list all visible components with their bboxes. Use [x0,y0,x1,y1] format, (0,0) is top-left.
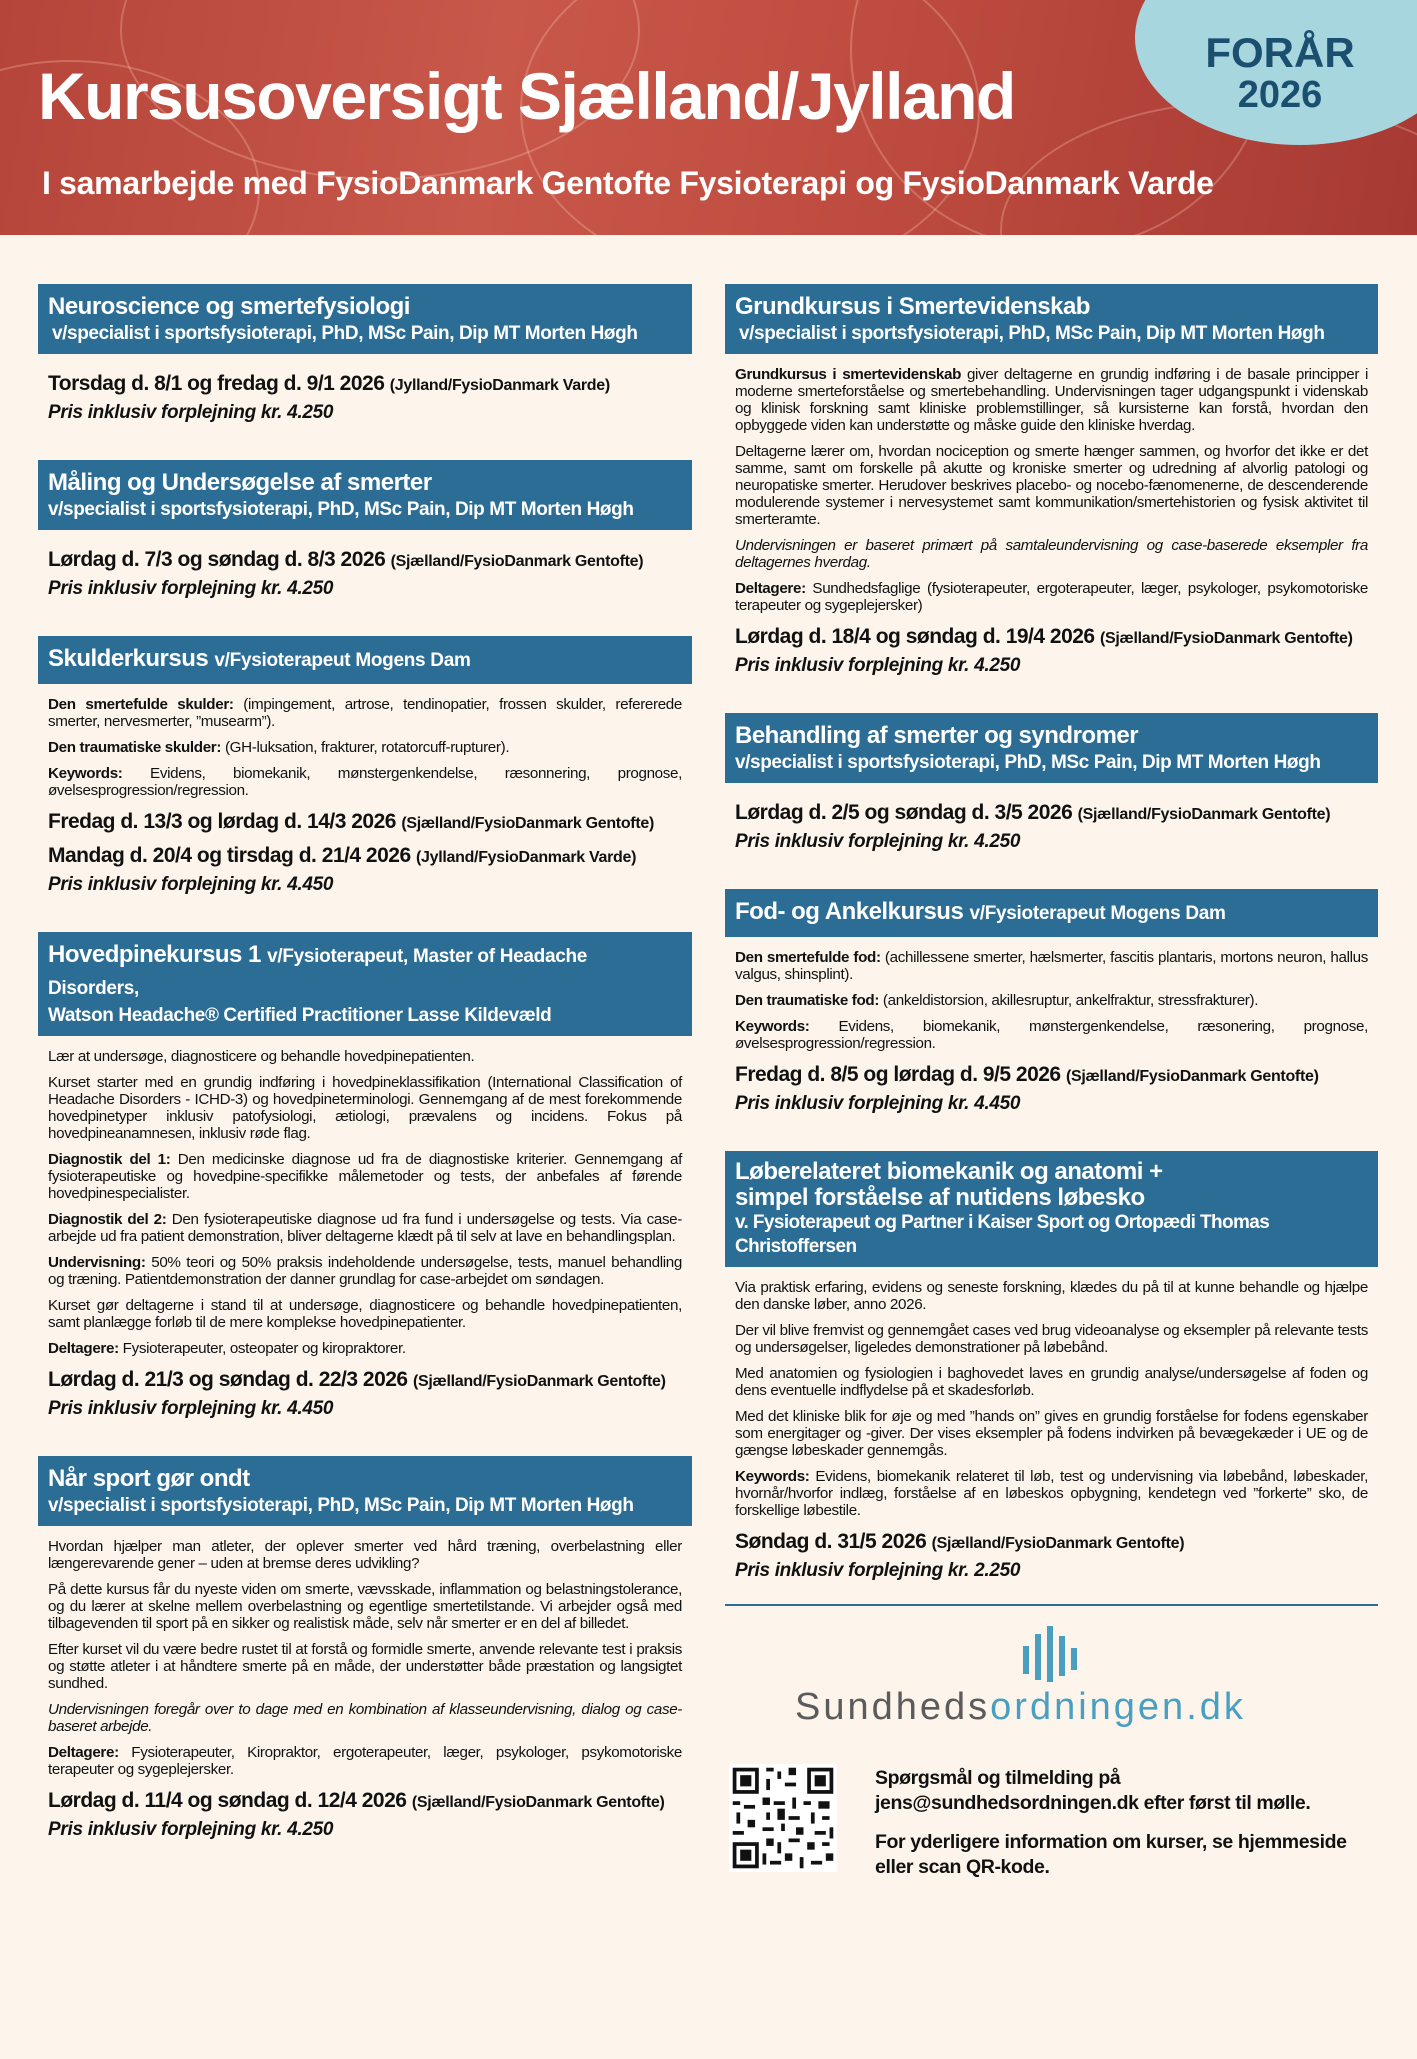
paragraph-label: Undervisning: [48,1254,146,1271]
course-paragraph [735,366,1368,434]
course-body [725,783,1378,855]
course-price: Pris inklusiv forplejning kr. 4.250 [735,831,1021,852]
course-title: Løberelateret biomekanik og anatomi + [735,1158,1163,1185]
course-paragraph [735,1365,1368,1399]
course-paragraph [48,1538,682,1572]
paragraph-text: giver deltagerne en grundig indføring i de basale principper i moderne smerteforståelse og smertebehandling. Undervisningen tager udgangspunkt i videnskab og klinisk forskning samt kliniske problemstillinger, så kursisterne kan forstå, hvordan den opbyggede viden kan understøtte og måske guide den kliniske hverdag. [735,366,1368,434]
paragraph-label: Deltagere: [48,1744,119,1761]
logo-part1: Sundheds [795,1686,991,1728]
contact-text [875,1766,1375,1894]
course-title [735,897,1368,929]
qr-code[interactable] [729,1764,837,1872]
course-paragraph [735,1279,1368,1313]
paragraph-label: Keywords: [48,765,123,782]
course-paragraph [48,1048,682,1065]
paragraph-label: Grundkursus i smertevidenskab [735,366,962,383]
course-date [735,799,1368,829]
course-date [48,1787,682,1817]
date-text: Lørdag d. 18/4 og søndag d. 19/4 2026 [735,625,1095,648]
paragraph-text: Via praktisk erfaring, evidens og seneste forskning, klædes du på til at kunne behandle og hjælpe den danske løber, anno 2026. [735,1279,1368,1313]
course-behandling [725,713,1378,855]
course-header [725,713,1378,783]
paragraph-text: (impingement, artrose, tendinopatier, frossen skulder, refererede smerter, nervesmerter, ”musearm”). [48,696,682,730]
course-paragraph [48,1074,682,1142]
course-paragraph [735,443,1368,528]
course-price: Pris inklusiv forplejning kr. 4.450 [48,874,334,895]
paragraph-label: Den traumatiske fod: [735,992,880,1009]
course-body [38,684,692,898]
paragraph-text: (ankeldistorsion, akillesruptur, ankelfraktur, stressfrakturer). [879,992,1259,1009]
course-instructor: v. Fysioterapeut og Partner i Kaiser Sport og Ortopædi Thomas Christoffersen [735,1212,1270,1257]
course-date [48,546,682,576]
course-title-line2: simpel forståelse af nutidens løbesko [735,1184,1145,1211]
paragraph-label: Den traumatiske skulder: [48,739,222,756]
date-text: Fredag d. 8/5 og lørdag d. 9/5 2026 [735,1063,1061,1086]
course-paragraph [48,1151,682,1202]
course-instructor: v/specialist i sportsfysioterapi, PhD, MSc Pain, Dip MT Morten Høgh [48,499,634,520]
course-header [725,889,1378,937]
logo-part2: ordningen.dk [990,1686,1246,1728]
course-title-text: Hovedpinekursus 1 [48,941,261,968]
date-location: (Sjælland/FysioDanmark Gentofte) [412,1373,666,1390]
course-paragraph [48,765,682,799]
date-location: (Sjælland/FysioDanmark Gentofte) [411,1794,665,1811]
date-location: (Sjælland/FysioDanmark Gentofte) [1065,1068,1319,1085]
course-body [725,354,1378,679]
paragraph-text: Med anatomien og fysiologien i baghovedet laves en grundig analyse/undersøgelse af foden og dens eventuelle indflydelse på et skadesforløb. [735,1365,1368,1399]
paragraph-text: Efter kurset vil du være bedre rustet til at forstå og formidle smerte, anvende relevante test i praksis og støtte atleter i at håndtere smerte på en måde, der understøtter både præstation og langsigtet sundhed. [48,1641,682,1692]
badge-year: 2026 [1237,74,1323,116]
paragraph-text: Fysioterapeuter, osteopater og kiropraktorer. [118,1340,406,1357]
date-text: Søndag d. 31/5 2026 [735,1530,927,1553]
course-paragraph [735,1322,1368,1356]
paragraph-text: Fysioterapeuter, Kiropraktor, ergoterapeuter, læger, psykologer, psykomotoriske terapeuter og sygeplejersker. [48,1744,682,1778]
course-grundkursus [725,284,1378,679]
course-title: Grundkursus i Smertevidenskab [735,293,1090,320]
course-body [38,1526,692,1843]
course-date [48,808,682,838]
course-title: Når sport gør ondt [48,1465,250,1492]
paragraph-label: Diagnostik del 2: [48,1211,167,1228]
page-subtitle: I samarbejde med FysioDanmark Gentofte Fysioterapi og FysioDanmark Varde [42,165,1214,201]
course-skulder [38,636,692,898]
date-text: Lørdag d. 7/3 og søndag d. 8/3 2026 [48,548,386,571]
paragraph-label: Den smertefulde fod: [735,949,881,966]
course-price: Pris inklusiv forplejning kr. 4.250 [48,578,334,599]
course-body [38,1036,692,1422]
paragraph-text: Kurset gør deltagerne i stand til at undersøge, diagnosticere og behandle hovedpinepatienten, samt planlægge forløb til de mere komplekse hovedpinepatienter. [48,1297,682,1331]
course-paragraph [735,537,1368,571]
course-price: Pris inklusiv forplejning kr. 4.450 [48,1398,334,1419]
course-date [735,1061,1368,1091]
contact-signup: Spørgsmål og tilmelding på jens@sundhedsordningen.dk efter først til mølle. [875,1767,1311,1814]
paragraph-label: Deltagere: [735,580,806,597]
course-instructor: v/specialist i sportsfysioterapi, PhD, MSc Pain, Dip MT Morten Høgh [735,752,1321,773]
paragraph-label: Keywords: [735,1468,810,1485]
course-date [735,1528,1368,1558]
course-hovedpine [38,932,692,1422]
course-instructor: v/specialist i sportsfysioterapi, PhD, MSc Pain, Dip MT Morten Høgh [739,323,1325,344]
paragraph-text: Kurset starter med en grundig indføring i hovedpineklassifikation (International Classification of Headache Disorders - ICHD-3) og hovedpineterminologi. Gennemgang af de mest forekommende hovedpinetyper inklusiv patofysiologi, ætiologi, prævalens og incidens. Fokus på hovedpineanamnesen, inklusiv røde flag. [48,1074,682,1142]
course-title: Neuroscience og smertefysiologi [48,293,410,320]
paragraph-text: Den medicinske diagnose ud fra de diagnostiske kriterier. Gennemgang af fysioterapeutiske og hovedpine-specifikke målemetoder og tests, der anbefales af førende hovedpinespecialister. [48,1151,683,1202]
date-location: (Sjælland/FysioDanmark Gentofte) [931,1535,1185,1552]
paragraph-text: Hvordan hjælper man atleter, der oplever smerter ved hård træning, overbelastning eller længerevarende gener – uden at bremse deres udvikling? [48,1538,682,1572]
course-paragraph [735,1408,1368,1459]
course-paragraph [48,1701,682,1735]
course-body [725,1267,1378,1584]
course-title [48,940,682,1004]
course-header [38,636,692,684]
course-header [38,932,692,1036]
left-column [38,284,692,1877]
course-body [725,937,1378,1117]
course-instructor: v/specialist i sportsfysioterapi, PhD, MSc Pain, Dip MT Morten Høgh [52,323,638,344]
paragraph-text: Med det kliniske blik for øje og med ”hands on” gives en grundig forståelse for fodens egenskaber som energitager og -giver. Der vises eksempler på fodens indvirken på bevægekæder i UE og de gængse løbeskader gennemgås. [735,1408,1368,1459]
course-title: Måling og Undersøgelse af smerter [48,469,432,496]
course-instructor: v/Fysioterapeut Mogens Dam [969,903,1226,924]
paragraph-text: På dette kursus får du nyeste viden om smerte, vævsskade, inflammation og belastningstolerance, og du lærer at skelne mellem overbelastning og egentlige smertetilstande. Vi arbejder også med tilbagevenden til sport på en sikker og realistisk måde, selv når smerter er en del af billedet. [48,1581,682,1632]
course-paragraph [48,1340,682,1357]
course-title: Behandling af smerter og syndromer [735,722,1139,749]
course-paragraph [48,1211,682,1245]
course-fod-ankel [725,889,1378,1117]
date-location: (Sjælland/FysioDanmark Gentofte) [401,815,654,832]
paragraph-text: (GH-luksation, frakturer, rotatorcuff-rupturer). [221,739,510,756]
paragraph-text: Der vil blive fremvist og gennemgået cases ved brug videoanalyse og eksempler på relevante tests og undersøgelser, ligeledes demonstrationer på løbebånd. [735,1322,1368,1356]
course-header [38,460,692,530]
course-paragraph [48,1297,682,1331]
date-location: (Jylland/FysioDanmark Varde) [389,377,610,394]
course-price: Pris inklusiv forplejning kr. 4.250 [48,402,334,423]
paragraph-text: Evidens, biomekanik, mønstergenkendelse, ræsonnering, prognose, øvelsesprogression/regression. [48,765,682,799]
paragraph-label: Deltagere: [48,1340,119,1357]
date-location: (Sjælland/FysioDanmark Gentofte) [390,553,644,570]
logo-wordmark [795,1686,1246,1729]
course-price: Pris inklusiv forplejning kr. 4.250 [735,655,1021,676]
badge-season: FORÅR [1205,29,1355,76]
course-paragraph [48,739,682,756]
date-text: Lørdag d. 11/4 og søndag d. 12/4 2026 [48,1789,407,1812]
course-instructor: v/Fysioterapeut Mogens Dam [214,650,471,671]
course-price: Pris inklusiv forplejning kr. 2.250 [735,1560,1021,1581]
course-paragraph [735,992,1368,1009]
course-paragraph [48,696,682,730]
course-price: Pris inklusiv forplejning kr. 4.250 [48,1819,334,1840]
course-body [38,354,692,426]
course-paragraph [48,1641,682,1692]
course-title [48,644,682,676]
course-paragraph [48,1254,682,1288]
page-title: Kursusoversigt Sjælland/Jylland [38,59,1015,133]
date-text: Fredag d. 13/3 og lørdag d. 14/3 2026 [48,810,396,833]
paragraph-text: Evidens, biomekanik, mønstergenkendelse, ræsonering, prognose, øvelsesprogression/regression. [735,1018,1368,1052]
course-date [48,842,682,872]
course-maaling [38,460,692,602]
season-badge-text [1175,29,1385,116]
paragraph-label: Diagnostik del 1: [48,1151,171,1168]
contact-section [725,1756,1378,1886]
date-text: Torsdag d. 8/1 og fredag d. 9/1 2026 [48,372,385,395]
course-paragraph [48,1744,682,1778]
date-text: Mandag d. 20/4 og tirsdag d. 21/4 2026 [48,844,411,867]
sound-bars-icon [1021,1626,1081,1682]
course-paragraph [735,580,1368,614]
course-paragraph [735,1018,1368,1052]
date-location: (Sjælland/FysioDanmark Gentofte) [1099,630,1353,647]
logo [725,1606,1378,1756]
date-location: (Sjælland/FysioDanmark Gentofte) [1077,806,1331,823]
paragraph-text: Lær at undersøge, diagnosticere og behandle hovedpinepatienten. [48,1048,475,1065]
contact-info: For yderligere information om kurser, se hjemmeside eller scan QR-kode. [875,1831,1347,1878]
paragraph-italic: Undervisningen foregår over to dage med en kombination af klasseundervisning, dialog og case-baseret arbejde. [48,1701,682,1735]
course-body [38,530,692,602]
course-paragraph [735,949,1368,983]
date-text: Lørdag d. 21/3 og søndag d. 22/3 2026 [48,1368,408,1391]
course-header [725,1151,1378,1267]
course-date [735,623,1368,653]
course-date [48,370,682,400]
course-price: Pris inklusiv forplejning kr. 4.450 [735,1093,1021,1114]
course-instructor: Watson Headache® Certified Practitioner Lasse Kildevæld [48,1005,552,1026]
course-title-text: Fod- og Ankelkursus [735,898,964,925]
course-instructor: v/specialist i sportsfysioterapi, PhD, MSc Pain, Dip MT Morten Høgh [48,1495,634,1516]
course-loeb [725,1151,1378,1584]
right-column [725,284,1378,1886]
course-paragraph [48,1581,682,1632]
course-instructor-inline: v/Fysioterapeut, Master of Headache Disorders, [48,946,588,999]
course-date [48,1366,682,1396]
course-neuroscience [38,284,692,426]
paragraph-text: Den fysioterapeutiske diagnose ud fra fund i undersøgelse og tests. Via case-arbejde ud fra patient demonstration, bliver deltagerne klædt på til selv at lave en behandlingsplan. [48,1211,682,1245]
paragraph-text: Evidens, biomekanik relateret til løb, test og undervisning via løbebånd, løbeskader, hvornår/hvorfor indlæg, forståelse af en løbeskos opbygning, kendetegn ved ”forkerte” sko, de forskellige løbestile. [735,1468,1368,1519]
date-text: Lørdag d. 2/5 og søndag d. 3/5 2026 [735,801,1073,824]
paragraph-italic: Undervisningen er baseret primært på samtaleundervisning og case-baserede eksempler fra deltagernes hverdag. [735,537,1368,571]
course-header [725,284,1378,354]
paragraph-text: 50% teori og 50% praksis indeholdende undersøgelse, tests, manuel behandling og træning. Patientdemonstration der danner grundlag for case-arbejdet om søndagen. [48,1254,682,1288]
date-location: (Jylland/FysioDanmark Varde) [415,849,637,866]
course-naar-sport [38,1456,692,1843]
course-paragraph [735,1468,1368,1519]
paragraph-label: Den smertefulde skulder: [48,696,234,713]
paragraph-text: (achillessene smerter, hælsmerter, fascitis plantaris, mortons neuron, hallus valgus, shinsplint). [735,949,1368,983]
course-title-text: Skulderkursus [48,645,209,672]
header-banner [0,0,1417,235]
paragraph-label: Keywords: [735,1018,810,1035]
paragraph-text: Sundhedsfaglige (fysioterapeuter, ergoterapeuter, læger, psykologer, psykomotoriske terapeuter og sygeplejersker) [735,580,1368,614]
course-header [38,1456,692,1526]
course-header [38,284,692,354]
paragraph-text: Deltagerne lærer om, hvordan nociception og smerte hænger sammen, og hvorfor det ikke er det samme, samt om forskelle på akutte og kroniske smerter og udredning af alvorlig patologi og neuropatiske smerter. Herudover beskrives placebo- og nocebo-fænomenerne, de descenderende modulerende systemer i nervesystemet samt kommunikation/smertehistorien og fysisk aktivitet til smerteramte. [735,443,1368,528]
